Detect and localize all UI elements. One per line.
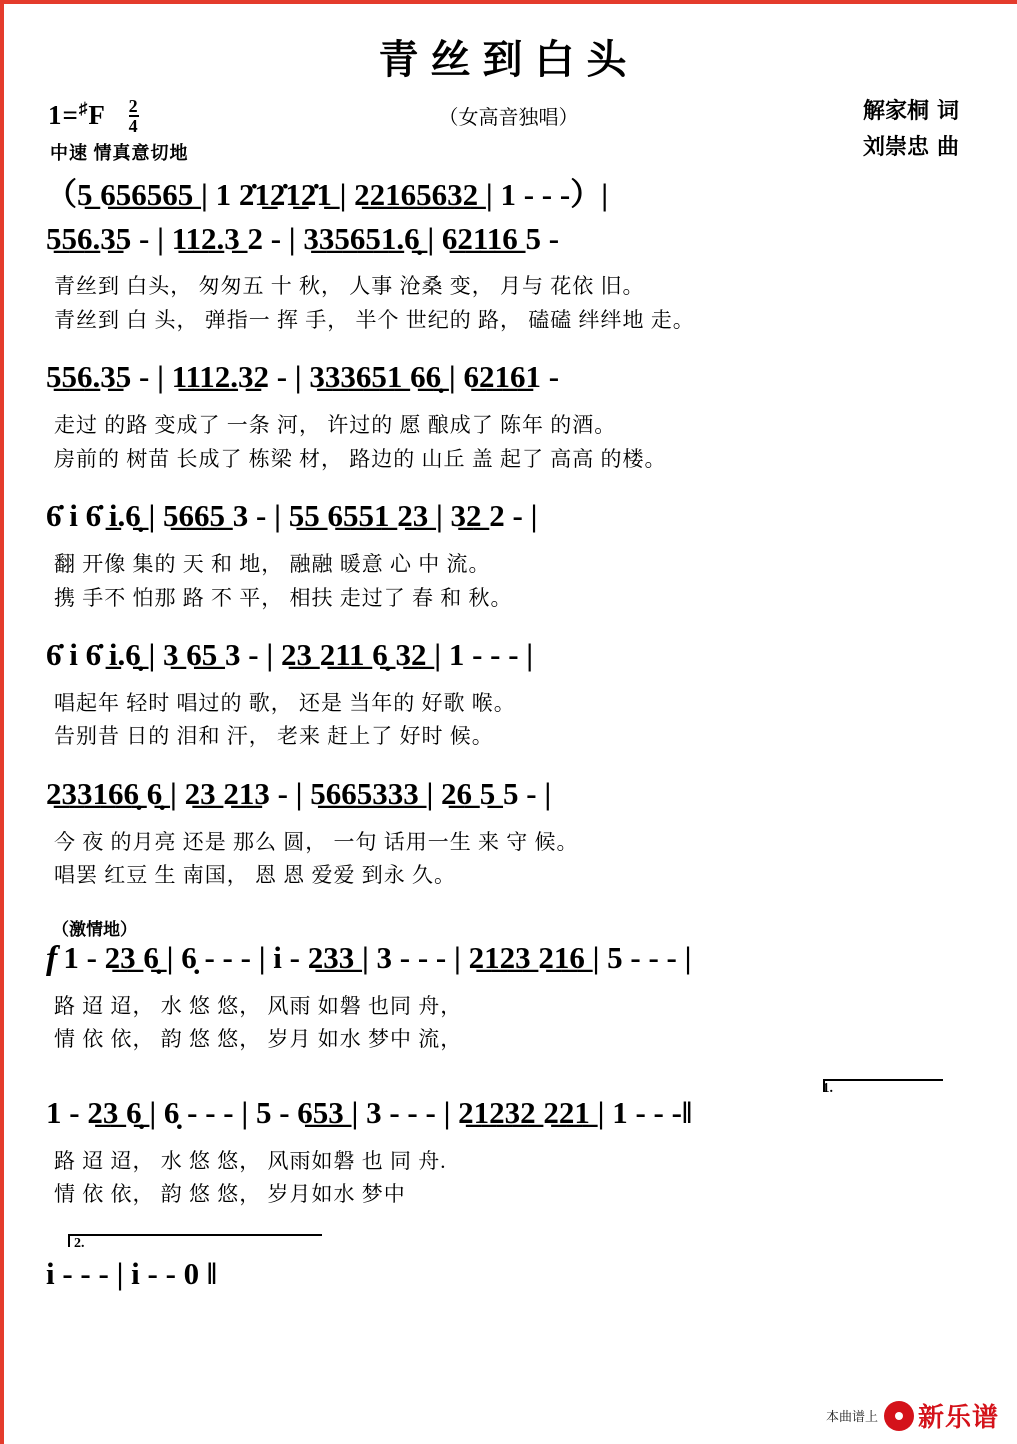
- notation-line: （5̲ 6̲5̲6̲5̲6̲5̲ | 1 2̇1̲2̇1̲2̇1̲ | 2̲2̲1̲6̲5̲6̲3̲2̲ | 1 - - -）|: [46, 177, 609, 212]
- volta-bracket-line: [68, 1234, 322, 1247]
- lyric-verse-1: 今 夜 的月亮 还是 那么 圆， 一句 话用一生 来 守 候。: [54, 829, 579, 854]
- lyrics-block: [46, 687, 971, 754]
- site-logo[interactable]: [884, 1397, 999, 1434]
- volta-label: 1.: [822, 1080, 833, 1096]
- composer-name: 刘崇忠: [862, 134, 929, 160]
- expression-marking: （激情地）: [52, 919, 137, 939]
- system-3: [46, 498, 971, 615]
- voice-note: （女高音独唱）: [438, 107, 579, 129]
- system-7: [46, 1079, 971, 1212]
- notation-line: 5̲5̲6̲.3̲5 - | 1̲1̲2̲.3̲ 2 - | 3̲3̲5̲6̲5̲1̲.6̣̲ | 6̲2̲1̲1̲6̲ 5 -: [46, 220, 560, 256]
- volta-bracket-line: [823, 1079, 943, 1092]
- composer-line: [863, 129, 959, 165]
- lyric-verse-2: 青丝到 白 头， 弹指一 挥 手， 半个 世纪的 路， 磕磕 绊绊地 走。: [54, 307, 695, 332]
- volta-bracket-1: [56, 1079, 971, 1095]
- lyric-verse-1: 路 迢 迢， 水 悠 悠， 风雨如磐 也 同 舟.: [54, 1148, 447, 1173]
- system-1: [46, 221, 971, 338]
- lyric-verse-2: 房前的 树苗 长成了 栋梁 材， 路边的 山丘 盖 起了 高高 的楼。: [54, 446, 667, 471]
- lyric-verse-1: 路 迢 迢， 水 悠 悠， 风雨 如磐 也同 舟，: [54, 993, 463, 1018]
- lyric-verse-2: 情 依 依， 韵 悠 悠， 岁月如水 梦中: [54, 1182, 406, 1207]
- lyricist-name: 解家桐: [862, 98, 929, 123]
- notation-line: 1 - 2̲3̲ 6̣̲ | 6̣ - - - | 5 - 6̲5̲3̲ | 3 - - - | 2̲1̲2̲3̲2̲ 2̲2̲1̲ | 1 - - -‖: [46, 1094, 692, 1130]
- notation-line: 5̲5̲6̲.3̲5 - | 1̲1̲1̲2̲.3̲2 - | 3̲3̲3̲6̲5̲1̲ 6̲6̣̲ | 6̲2̲1̲6̲1 -: [46, 359, 560, 395]
- system-4: [46, 637, 971, 754]
- score-header: [0, 91, 1017, 177]
- lyric-verse-1: 唱起年 轻时 唱过的 歌， 还是 当年的 好歌 喉。: [54, 690, 516, 715]
- lyricist-line: [863, 93, 959, 129]
- lyric-verse-2: 携 手不 怕那 路 不 平， 相扶 走过了 春 和 秋。: [54, 585, 513, 610]
- lyrics-block: [46, 548, 971, 615]
- footer-note: 本曲谱上: [825, 1409, 878, 1424]
- lyric-verse-2: 告别昔 日的 泪和 汗， 老来 赶上了 好时 候。: [54, 724, 494, 749]
- system-prelude: [46, 177, 971, 215]
- page-title: 青丝到白头: [378, 37, 639, 82]
- meter-denominator: 4: [128, 116, 139, 136]
- page-edge-top: [0, 0, 1017, 4]
- volta-bracket-2: [56, 1234, 971, 1250]
- footer: [826, 1397, 999, 1434]
- notation-line: 6̇ i 6̇ i̲.6̣̲ | 3̲ 6̲5̲ 3 - | 2̲3̲ 2̲1̲1̲ 6̣̲ 3̲2̲ | 1 - - - |: [46, 637, 534, 673]
- lyrics-block: [46, 409, 971, 476]
- system-6: [46, 915, 971, 1057]
- brand-name: 新乐谱: [917, 1403, 999, 1432]
- record-disc-icon: [884, 1401, 914, 1431]
- notation-line: 1 - 2̲3̲ 6̣̲ | 6̣ - - - | i - 2̲3̲3̲ | 3 - - - | 2̲1̲2̲3̲ 2̲1̲6̲ | 5 - - - |: [63, 939, 692, 975]
- music-systems: [46, 177, 971, 1293]
- lyric-verse-1: 走过 的路 变成了 一条 河， 许过的 愿 酿成了 陈年 的酒。: [54, 413, 617, 438]
- key-letter: F: [88, 100, 105, 131]
- sharp-sign: ♯: [78, 99, 89, 119]
- system-8: [46, 1234, 971, 1294]
- lyric-verse-2: 唱罢 红豆 生 南国， 恩 恩 爱爱 到永 久。: [54, 863, 456, 888]
- notation-line: 2̲3̲3̲1̲6̲6̣̲ 6̣̲ | 2̲3̲ 2̲1̲3 - | 5̲6̲6̲5̲3̲3̲3̲ | 2̲6̲ 5̲ 5 - |: [46, 775, 552, 811]
- lyrics-block: [46, 826, 971, 893]
- notation-line: i - - - | i - - 0 ‖: [46, 1255, 217, 1291]
- tempo-marking: 中速 情真意切地: [50, 143, 189, 163]
- lyrics-block: [46, 270, 971, 337]
- lyric-verse-1: 青丝到 白头， 匆匆五 十 秋， 人事 沧桑 变， 月与 花依 旧。: [54, 274, 645, 299]
- do-equals-label: 1=: [48, 100, 79, 131]
- system-5: [46, 776, 971, 893]
- volta-label: 2.: [74, 1235, 85, 1251]
- page-edge-left: [0, 0, 4, 1444]
- dynamic-forte: f: [46, 939, 58, 977]
- lyric-verse-1: 翻 开像 集的 天 和 地， 融融 暖意 心 中 流。: [54, 551, 491, 576]
- lyricist-role: 词: [936, 98, 959, 123]
- credits: [863, 93, 959, 166]
- lyric-verse-2: 情 依 依， 韵 悠 悠， 岁月 如水 梦中 流，: [54, 1027, 463, 1052]
- notation-line: 6̇ i 6̇ i̲.6̣̲ | 5̲6̲6̲5̲ 3 - | 5̲5̲ 6̲5̲5̲1̲ 2̲3̲ | 3̲2̲ 2 - |: [46, 498, 538, 534]
- composer-role: 曲: [936, 134, 959, 160]
- lyrics-block: [46, 1145, 971, 1212]
- system-2: [46, 359, 971, 476]
- meter-numerator: 2: [128, 96, 139, 116]
- lyrics-block: [46, 990, 971, 1057]
